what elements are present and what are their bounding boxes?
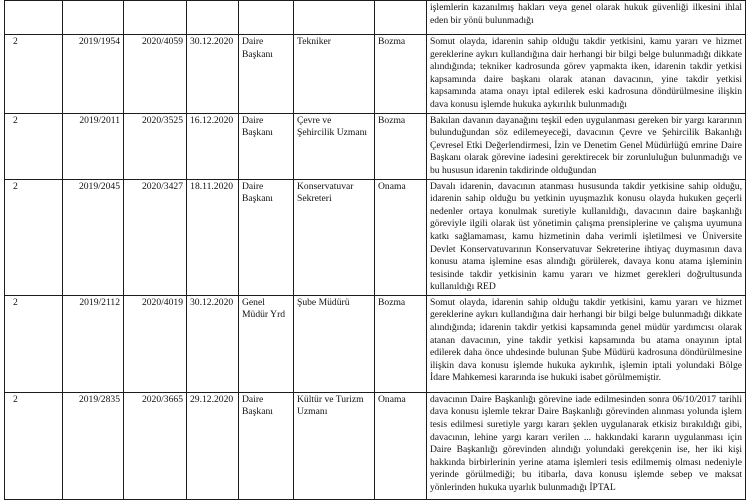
row-number: 2 xyxy=(5,295,63,392)
decision-date: 16.12.2020 xyxy=(187,113,239,179)
row-number: 2 xyxy=(5,179,63,295)
outcome xyxy=(375,1,427,35)
case-number: 2019/2045 xyxy=(63,179,124,295)
decision-date: 29.12.2020 xyxy=(187,392,239,499)
decision-summary: Bakılan davanın dayanağını teşkil eden uygulanması gereken bir yargı kararının bulunduğundan söz edilemeyeceği, davacının Çevre ve Şehircilik Bakanlığı Çevresel Etki Değerlendirmesi, İzin ve Denetim Genel Müdürlüğü emrine Daire Başkanı olarak görevine iadesini gerektirecek bir zorunluluğun bulunmadığı ve bu hususun idarenin takdirinde olduğundan xyxy=(427,113,746,179)
decision-date: 18.11.2020 xyxy=(187,179,239,295)
new-position: Şube Müdürü xyxy=(294,295,375,392)
row-number: 2 xyxy=(5,113,63,179)
outcome: Onama xyxy=(375,179,427,295)
former-position: Daire Başkanı xyxy=(239,392,294,499)
new-position: Konservatuvar Sekreteri xyxy=(294,179,375,295)
outcome: Bozma xyxy=(375,295,427,392)
new-position: Tekniker xyxy=(294,35,375,114)
case-number: 2019/2112 xyxy=(63,295,124,392)
decision-date xyxy=(187,1,239,35)
row-number: 2 xyxy=(5,392,63,499)
row-number: 2 xyxy=(5,35,63,114)
decision-summary: Davalı idarenin, davacının atanması hususunda takdir yetkisine sahip olduğu, idarenin sahip olduğu bu yetkinin uyuşmazlık konusu olayda hukuken geçerli nedenler ortaya konulmak suretiyle kullanıldığı, davacının daire başkanlığı göreviyle ilgili olarak üst yönetimin çalışma prensiplerine ve çalışma uyumuna katkı sağlamaması, kamu hizmetinin daha verimli işletilmesi ve Üniversite Devlet Konservatuvarının Konservatuvar Sekreterine ihtiyaç duymasının dava konusu atama işlemine esas alındığı görülerek, davaya konu atama işleminin tesisinde takdir yetkisinin kamu yararı ve hizmet gerekleri doğrultusunda kullanıldığı RED xyxy=(427,179,746,295)
former-position: Daire Başkanı xyxy=(239,35,294,114)
decision-number: 2020/4059 xyxy=(124,35,187,114)
former-position: Genel Müdür Yrd xyxy=(239,295,294,392)
table-row xyxy=(5,392,746,499)
former-position: Daire Başkanı xyxy=(239,113,294,179)
decision-number: 2020/3525 xyxy=(124,113,187,179)
new-position: Çevre ve Şehircilik Uzmanı xyxy=(294,113,375,179)
decision-number: 2020/4019 xyxy=(124,295,187,392)
decision-summary: işlemlerin kazanılmış hakları veya genel olarak hukuk güvenliği ilkesini ihlal eden bir yönü bulunmadığı xyxy=(427,1,746,35)
court-decisions-table xyxy=(4,0,746,500)
decision-number: 2020/3665 xyxy=(124,392,187,499)
former-position: Daire Başkanı xyxy=(239,179,294,295)
outcome: Bozma xyxy=(375,113,427,179)
table-row xyxy=(5,35,746,114)
case-number: 2019/2835 xyxy=(63,392,124,499)
outcome: Onama xyxy=(375,392,427,499)
decision-number: 2020/3427 xyxy=(124,179,187,295)
new-position: Kültür ve Turizm Uzmanı xyxy=(294,392,375,499)
decision-date: 30.12.2020 xyxy=(187,295,239,392)
former-position xyxy=(239,1,294,35)
table-row xyxy=(5,1,746,35)
outcome: Bozma xyxy=(375,35,427,114)
case-number: 2019/2011 xyxy=(63,113,124,179)
decision-date: 30.12.2020 xyxy=(187,35,239,114)
table-row xyxy=(5,295,746,392)
table-row xyxy=(5,113,746,179)
decision-summary: Somut olayda, idarenin sahip olduğu takdir yetkisini, kamu yararı ve hizmet gereklerine aykırı kullandığına dair herhangi bir bilgi belge bulunmadığı dikkate alındığında; idarenin takdir yetkisi kapsamında genel müdür yardımcısı olarak atanan davacının, yine takdir yetkisi kapsamında bu atama onayının iptal edilerek daha önce uhdesinde bulunan Şube Müdürü kadrosuna döndürülmesine ilişkin dava konusu işlemde hukuka aykırılık, işlemin iptali yolundaki Bölge İdare Mahkemesi kararında ise hukuki isabet görülmemiştir. xyxy=(427,295,746,392)
decision-summary: Somut olayda, idarenin sahip olduğu takdir yetkisini, kamu yararı ve hizmet gereklerine aykırı kullandığına dair herhangi bir bilgi belge bulunmadığı dikkate alındığında; tekniker kadrosunda görev yapmakta iken, idarenin takdir yetkisi kapsamında daire başkanı olarak atanan davacının, yine takdir yetkisi kapsamında atama onayı iptal edilerek eski kadrosuna döndürülmesine ilişkin dava konusu işlemde hukuka aykırılık bulunmadığı xyxy=(427,35,746,114)
decision-summary: davacının Daire Başkanlığı görevine iade edilmesinden sonra 06/10/2017 tarihli dava konusu işlemle tekrar Daire Başkanlığı görevinden alınması yolunda işlem tesis edilmesi suretiyle yargı kararı şeklen uygulanarak etkisiz bırakıldığı gibi, davacının, lehine yargı kararı verilen ... hakkındaki kararın uygulanması için Daire Başkanlığı görevinden alındığı yolundaki gerekçenin ise, her iki kişi hakkında birbirlerinin yerine atama işlemleri tesis edilmemiş olması nedeniyle yerinde görülmediği; bu itibarla, dava konusu işlemde sebep ve maksat yönlerinden hukuka uyarlık bulunmadığı İPTAL xyxy=(427,392,746,499)
case-number xyxy=(63,1,124,35)
new-position xyxy=(294,1,375,35)
row-number xyxy=(5,1,63,35)
decision-number xyxy=(124,1,187,35)
case-number: 2019/1954 xyxy=(63,35,124,114)
table-row xyxy=(5,179,746,295)
decision-table-page xyxy=(4,0,746,500)
